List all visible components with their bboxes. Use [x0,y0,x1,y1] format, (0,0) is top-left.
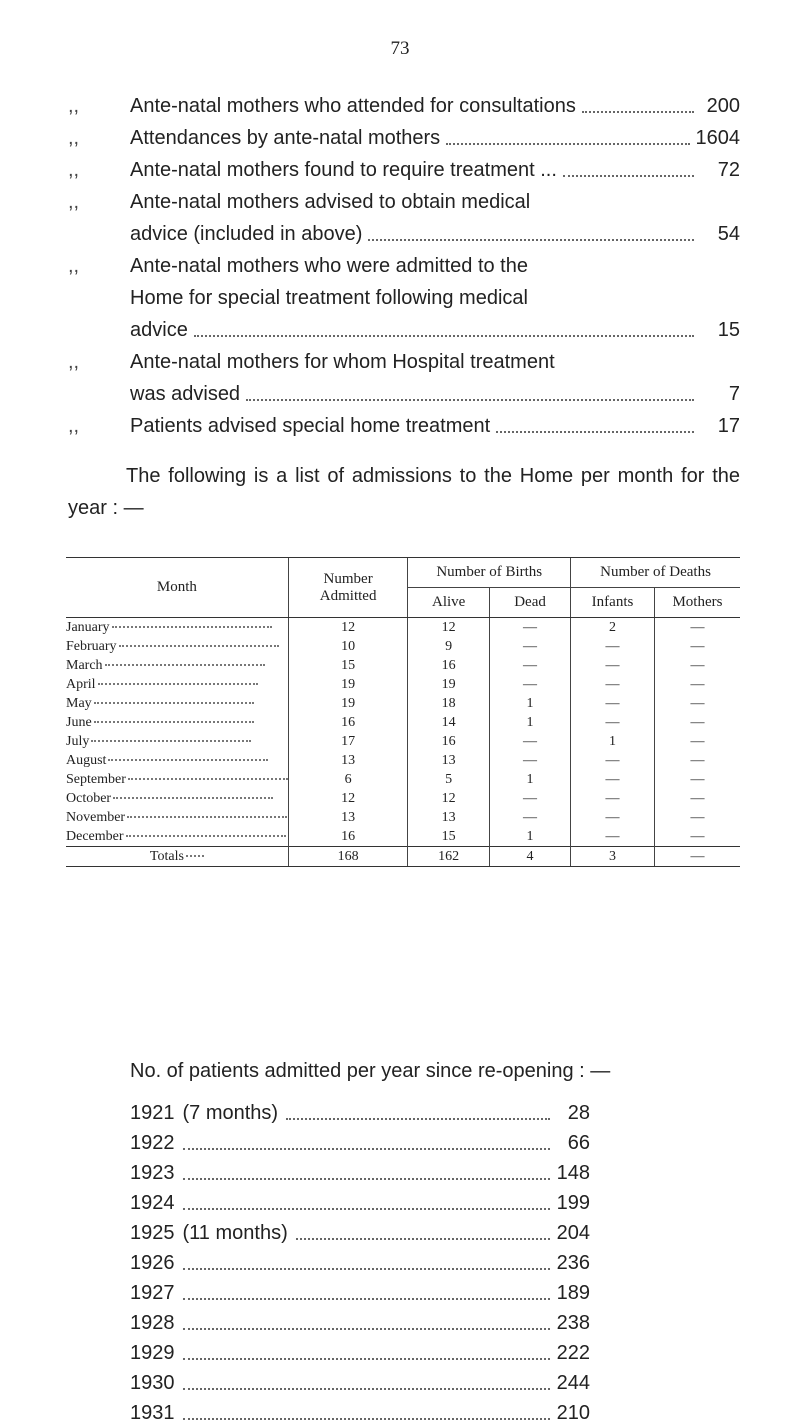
cell-alive: 12 [408,789,490,808]
year-label: 1928 [130,1312,175,1334]
ditto-mark: ,, [68,127,80,149]
cell-dead: 1 [489,694,570,713]
year-item [130,1098,590,1128]
admissions-intro [68,460,740,524]
stat-item [68,250,740,346]
stat-label: advice [130,319,188,341]
cell-dead: 1 [489,713,570,732]
year-value: 199 [556,1192,590,1214]
cell-alive: 13 [408,751,490,770]
cell-admitted: 10 [288,637,408,656]
stat-item [68,154,740,186]
antenatal-statistics [68,90,740,442]
header-dead: Dead [489,588,570,618]
cell-infants: 2 [571,618,655,638]
stat-label: Home for special treatment following medical [130,287,528,309]
month-name: November [66,810,126,825]
cell-infants: — [571,637,655,656]
cell-dead: 1 [489,827,570,847]
table-row [66,713,740,732]
table-row [66,656,740,675]
year-item [130,1308,590,1338]
header-infants: Infants [571,588,655,618]
header-month: Month [66,558,288,618]
year-value: 238 [556,1312,590,1334]
cell-admitted: 12 [288,618,408,638]
page-number: 73 [390,38,410,59]
stat-label: Ante-natal mothers found to require treatment ... [130,159,557,181]
totals-row [66,847,740,867]
ditto-mark: ,, [68,95,80,117]
stat-item [68,186,740,250]
cell-mothers: — [654,789,740,808]
cell-infants: — [571,751,655,770]
year-value: 244 [556,1372,590,1394]
year-label: 1930 [130,1372,175,1394]
year-label: 1924 [130,1192,175,1214]
month-cell [66,808,288,827]
cell-dead: — [489,808,570,827]
stat-label: Ante-natal mothers who were admitted to the [130,255,528,277]
table-row [66,675,740,694]
stat-value: 200 [706,95,740,117]
table-row [66,808,740,827]
year-label: 1929 [130,1342,175,1364]
cell-dead: — [489,751,570,770]
stat-value: 7 [728,383,740,405]
header-births: Number of Births [408,558,571,588]
stat-label: Ante-natal mothers advised to obtain medical [130,191,531,213]
year-value: 222 [556,1342,590,1364]
cell-mothers: — [654,618,740,638]
cell-infants: — [571,789,655,808]
cell-alive: 9 [408,637,490,656]
year-label: 1927 [130,1282,175,1304]
cell-alive: 13 [408,808,490,827]
cell-mothers: — [654,770,740,789]
cell-dead: — [489,637,570,656]
cell-mothers: — [654,713,740,732]
month-cell [66,770,288,789]
year-item [130,1188,590,1218]
year-value: 236 [556,1252,590,1274]
header-alive: Alive [408,588,490,618]
intro-text: The following is a list of admissions to the Home per month for the year : — [68,465,740,519]
table-row [66,637,740,656]
ditto-mark: ,, [68,191,80,213]
year-value: 28 [567,1102,590,1124]
month-name: April [66,677,96,692]
stat-item [68,122,740,154]
cell-admitted: 15 [288,656,408,675]
cell-mothers: — [654,637,740,656]
year-item [130,1248,590,1278]
cell-mothers: — [654,675,740,694]
table-row [66,618,740,638]
month-cell [66,827,288,847]
year-value: 148 [556,1162,590,1184]
stat-label: Ante-natal mothers for whom Hospital treatment [130,351,555,373]
month-cell [66,713,288,732]
cell-infants: — [571,694,655,713]
totals-admitted: 168 [288,847,408,867]
stat-label: Ante-natal mothers who attended for consultations [130,95,576,117]
cell-mothers: — [654,656,740,675]
cell-alive: 12 [408,618,490,638]
month-name: August [66,753,107,768]
header-mothers: Mothers [654,588,740,618]
stat-value: 72 [717,159,740,181]
cell-infants: — [571,656,655,675]
stat-value: 17 [717,415,740,437]
cell-alive: 16 [408,656,490,675]
stat-label: advice (included in above) [130,223,363,245]
cell-admitted: 16 [288,827,408,847]
month-cell [66,732,288,751]
ditto-mark: ,, [68,351,80,373]
ditto-mark: ,, [68,255,80,277]
month-name: January [66,620,110,635]
cell-admitted: 19 [288,675,408,694]
cell-infants: — [571,827,655,847]
cell-alive: 16 [408,732,490,751]
year-note: (11 months) [182,1222,288,1244]
year-label: 1921 [130,1102,175,1124]
month-name: July [66,734,90,749]
cell-infants: — [571,713,655,732]
month-cell [66,751,288,770]
cell-mothers: — [654,694,740,713]
month-cell [66,637,288,656]
month-name: March [66,658,103,673]
cell-infants: — [571,675,655,694]
year-value: 189 [556,1282,590,1304]
cell-mothers: — [654,751,740,770]
year-item [130,1338,590,1368]
month-name: September [66,772,126,787]
month-name: February [66,639,117,654]
stat-value: 54 [717,223,740,245]
month-name: December [66,829,124,844]
ditto-mark: ,, [68,159,80,181]
table-row [66,751,740,770]
stat-label: Attendances by ante-natal mothers [130,127,441,149]
totals-alive: 162 [408,847,490,867]
cell-infants: — [571,770,655,789]
cell-admitted: 17 [288,732,408,751]
cell-admitted: 19 [288,694,408,713]
stat-item [68,346,740,410]
cell-dead: 1 [489,770,570,789]
year-item [130,1158,590,1188]
year-item [130,1278,590,1308]
cell-alive: 14 [408,713,490,732]
table-row [66,694,740,713]
year-label: 1931 [130,1402,175,1424]
cell-alive: 15 [408,827,490,847]
cell-alive: 19 [408,675,490,694]
month-cell [66,694,288,713]
month-name: May [66,696,92,711]
cell-dead: — [489,656,570,675]
year-label: 1926 [130,1252,175,1274]
totals-label: Totals [66,847,288,867]
month-name: June [66,715,92,730]
year-item [130,1398,590,1428]
table-row [66,827,740,847]
yearly-admissions-title: No. of patients admitted per year since re-opening : — [130,1060,611,1082]
month-name: October [66,791,112,806]
month-cell [66,656,288,675]
year-value: 204 [556,1222,590,1244]
cell-dead: — [489,789,570,808]
totals-mothers: — [654,847,740,867]
cell-dead: — [489,675,570,694]
cell-dead: — [489,732,570,751]
cell-alive: 18 [408,694,490,713]
cell-admitted: 13 [288,751,408,770]
header-deaths: Number of Deaths [571,558,740,588]
year-label: 1925 [130,1222,175,1244]
totals-dead: 4 [489,847,570,867]
table-row [66,732,740,751]
ditto-mark: ,, [68,415,80,437]
cell-mothers: — [654,808,740,827]
totals-infants: 3 [571,847,655,867]
admissions-table [66,557,740,867]
table-row [66,789,740,808]
cell-admitted: 16 [288,713,408,732]
year-item [130,1218,590,1248]
year-value: 210 [556,1402,590,1424]
table-row [66,770,740,789]
month-cell [66,789,288,808]
stat-item [68,410,740,442]
cell-admitted: 12 [288,789,408,808]
cell-infants: — [571,808,655,827]
cell-mothers: — [654,732,740,751]
stat-value: 1604 [695,127,740,149]
month-cell [66,618,288,638]
cell-infants: 1 [571,732,655,751]
cell-admitted: 6 [288,770,408,789]
stat-label: Patients advised special home treatment [130,415,491,437]
month-cell [66,675,288,694]
year-label: 1923 [130,1162,175,1184]
cell-admitted: 13 [288,808,408,827]
stat-item [68,90,740,122]
year-note: (7 months) [182,1102,279,1124]
cell-dead: — [489,618,570,638]
year-item [130,1368,590,1398]
yearly-admissions-list [130,1098,590,1428]
year-label: 1922 [130,1132,175,1154]
year-value: 66 [567,1132,590,1154]
cell-alive: 5 [408,770,490,789]
year-item [130,1128,590,1158]
cell-mothers: — [654,827,740,847]
stat-label: was advised [130,383,241,405]
header-admitted: Number Admitted [288,558,408,618]
stat-value: 15 [717,319,740,341]
